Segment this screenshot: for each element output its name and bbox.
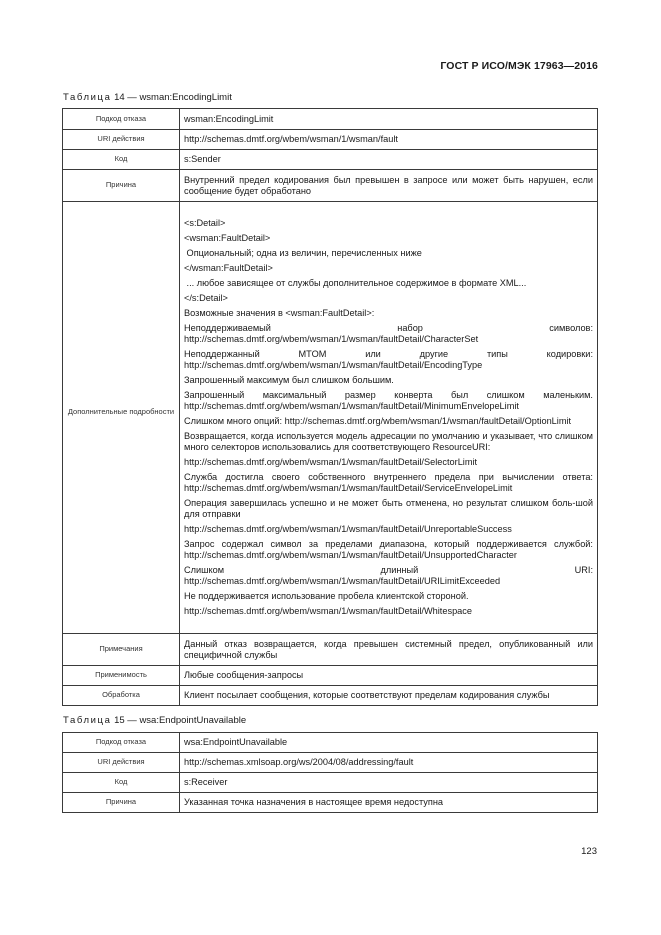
table-14 [62, 108, 598, 706]
details-line: http://schemas.dmtf.org/wbem/wsman/1/wsman/faultDetail/SelectorLimit [184, 457, 478, 467]
table-row [63, 733, 598, 753]
details-line: ... любое зависящее от службы дополнительное содержимое в формате XML... [184, 278, 527, 288]
details-line: <s:Detail> [184, 218, 226, 228]
row-label: Код [63, 150, 180, 170]
row-value: http://schemas.dmtf.org/wbem/wsman/1/wsman/fault [180, 130, 598, 150]
caption-prefix: Таблица [63, 715, 112, 726]
row-value: Указанная точка назначения в настоящее время недоступна [180, 793, 598, 813]
details-line: Возможные значения в <wsman:FaultDetail>: [184, 308, 375, 318]
details-line: <wsman:FaultDetail> [184, 233, 271, 243]
table-row [63, 170, 598, 202]
row-label: Причина [63, 170, 180, 202]
details-line: Неподдерживаемый набор символов: http://schemas.dmtf.org/wbem/wsman/1/wsman/faultDetail/CharacterSet [184, 323, 593, 344]
table-row [63, 686, 598, 706]
row-label: Подкод отказа [63, 109, 180, 130]
details-line: Запрошенный максимум был слишком большим. [184, 375, 394, 385]
row-value: Любые сообщения-запросы [180, 666, 598, 686]
table-row [63, 150, 598, 170]
row-label: Код [63, 773, 180, 793]
row-label: Причина [63, 793, 180, 813]
table-15-caption [63, 715, 246, 726]
row-label: URI действия [63, 130, 180, 150]
table-row [63, 109, 598, 130]
details-line: Слишком длинный URI: http://schemas.dmtf.org/wbem/wsman/1/wsman/faultDetail/URILimitExceeded [184, 565, 593, 586]
details-line: Слишком много опций: http://schemas.dmtf.org/wbem/wsman/1/wsman/faultDetail/OptionLimit [184, 416, 572, 426]
details-line: Запрошенный максимальный размер конверта был слишком маленьким. http://schemas.dmtf.org/wbem/wsman/1/wsman/faultDetail/MinimumEnvelopeLimit [184, 390, 593, 411]
details-line: Не поддерживается использование пробела клиентской стороной. [184, 591, 469, 601]
details-content [180, 202, 598, 634]
row-label: URI действия [63, 753, 180, 773]
row-value: http://schemas.xmlsoap.org/ws/2004/08/addressing/fault [180, 753, 598, 773]
table-row-details [63, 202, 598, 634]
details-line: http://schemas.dmtf.org/wbem/wsman/1/wsman/faultDetail/Whitespace [184, 606, 472, 616]
table-row [63, 773, 598, 793]
row-value: Данный отказ возвращается, когда превышен системный предел, опубликованный или специфичной службы [180, 634, 598, 666]
caption-prefix: Таблица [63, 92, 112, 103]
table-row [63, 634, 598, 666]
details-line: Неподдержанный MTOM или другие типы кодировки: http://schemas.dmtf.org/wbem/wsman/1/wsman/faultDetail/EncodingType [184, 349, 593, 370]
details-line: </wsman:FaultDetail> [184, 263, 273, 273]
table-row [63, 793, 598, 813]
table-14-caption [63, 92, 232, 103]
table-row [63, 753, 598, 773]
row-value: s:Receiver [180, 773, 598, 793]
table-row [63, 130, 598, 150]
details-line: http://schemas.dmtf.org/wbem/wsman/1/wsman/faultDetail/UnreportableSuccess [184, 524, 512, 534]
table-15 [62, 732, 598, 813]
details-line: Служба достигла своего собственного внутреннего предела при вычислении ответа: http://schemas.dmtf.org/wbem/wsman/1/wsman/faultDetail/ServiceEnvelopeLimit [184, 472, 593, 493]
details-line: Запрос содержал символ за пределами диапазона, который поддерживается службой: http://schemas.dmtf.org/wbem/wsman/1/wsman/faultDetail/UnsupportedCharacter [184, 539, 593, 560]
details-line: Операция завершилась успешно и не может быть отменена, но результат слишком боль-шой для отправки [184, 498, 593, 519]
row-value: s:Sender [180, 150, 598, 170]
row-label: Обработка [63, 686, 180, 706]
row-value: wsman:EncodingLimit [180, 109, 598, 130]
caption-title: 15 — wsa:EndpointUnavailable [111, 715, 247, 726]
row-label: Подкод отказа [63, 733, 180, 753]
page-number: 123 [581, 846, 597, 857]
row-label: Применимость [63, 666, 180, 686]
row-label: Примечания [63, 634, 180, 666]
row-value: Клиент посылает сообщения, которые соответствуют пределам кодирования службы [180, 686, 598, 706]
row-label: Дополнительные подробности [63, 202, 180, 634]
details-line: Опциональный; одна из величин, перечисленных ниже [184, 248, 422, 258]
details-line: Возвращается, когда используется модель адресации по умолчанию и указывает, что слишком много селекторов использовались для соответствующего ResourceURI: [184, 431, 593, 452]
caption-title: 14 — wsman:EncodingLimit [111, 92, 232, 103]
details-line: </s:Detail> [184, 293, 228, 303]
row-value: Внутренний предел кодирования был превышен в запросе или может быть нарушен, если сообщение будет обработано [180, 170, 598, 202]
row-value: wsa:EndpointUnavailable [180, 733, 598, 753]
standard-header: ГОСТ Р ИСО/МЭК 17963—2016 [440, 60, 598, 72]
table-row [63, 666, 598, 686]
